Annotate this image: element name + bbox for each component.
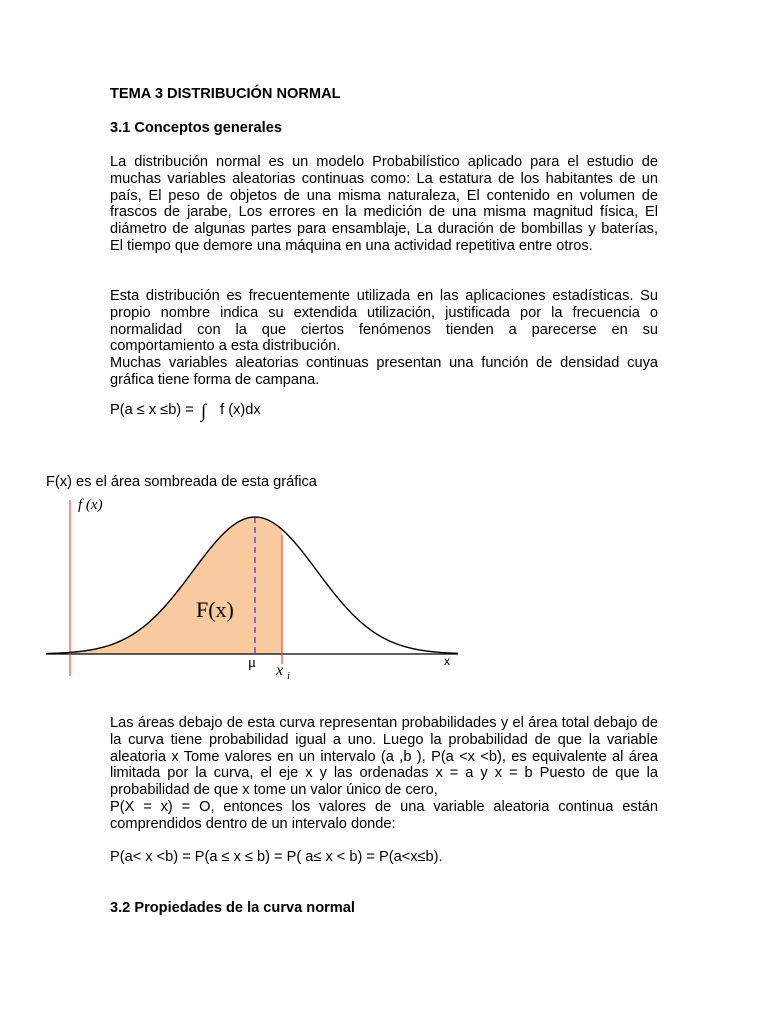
- section-heading-1: 3.1 Conceptos generales: [110, 120, 282, 136]
- xi-subscript: i: [287, 671, 290, 682]
- paragraph-areas-text-2: P(X = x) = O, entonces los valores de una variable aleatoria continua están comprendidos dentro de un intervalo donde:: [110, 798, 658, 832]
- paragraph-areas: [110, 715, 658, 833]
- shaded-area: [70, 517, 282, 654]
- integral-symbol: ∫: [200, 401, 207, 422]
- paragraph-intro: La distribución normal es un modelo Probabilístico aplicado para el estudio de muchas variables aleatorias continuas como: La estatura de los habitantes de un país, El peso de objetos de una misma naturaleza, El contenido en volumen de frascos de jarabe, Los errores en la medición de una misma magnitud física, El diámetro de algunas partes para ensamblaje, La duración de bombillas y baterías, El tiempo que demore una máquina en una actividad repetitiva entre otros.: [110, 154, 658, 254]
- paragraph-areas-text: Las áreas debajo de esta curva representan probabilidades y el área total debajo de la curva tiene probabilidad igual a uno. Luego la probabilidad de que la variable aleatoria x Tome valores en un intervalo (a ,b ), P(a <x <b), es equivalente al área limitada por la curva, el eje x y las ordenadas x = a y x = b Puesto de que la probabilidad de que x tome un valor único de cero,: [110, 715, 658, 799]
- formula-integral: [110, 401, 658, 422]
- paragraph-group: [110, 288, 658, 389]
- section-heading-2: 3.2 Propiedades de la curva normal: [110, 900, 355, 916]
- document-title: TEMA 3 DISTRIBUCIÓN NORMAL: [110, 86, 341, 102]
- area-label: F(x): [196, 597, 234, 622]
- figure-caption: F(x) es el área sombreada de esta gráfica: [46, 474, 317, 490]
- formula-right: f (x)dx: [220, 402, 261, 418]
- mu-label: μ: [248, 655, 257, 671]
- formula-left: P(a ≤ x ≤b) =: [110, 402, 194, 418]
- paragraph-usage: Esta distribución es frecuentemente utilizada en las aplicaciones estadísticas. Su propio nombre indica su extendida utilización, justificada por la frecuencia o normalidad con la que ciertos fenómenos tienden a parecerse en su comportamiento a esta distribución.: [110, 288, 658, 355]
- y-axis-label: f (x): [78, 497, 103, 513]
- xi-label: x: [276, 662, 284, 679]
- normal-curve-figure: [0, 495, 768, 685]
- x-axis-label: x: [444, 654, 450, 668]
- formula-equivalence: P(a< x <b) = P(a ≤ x ≤ b) = P( a≤ x < b) = P(a<x≤b).: [110, 849, 443, 865]
- paragraph-bell: Muchas variables aleatorias continuas presentan una función de densidad cuya gráfica tiene forma de campana.: [110, 355, 658, 388]
- xi-label-group: [275, 662, 290, 682]
